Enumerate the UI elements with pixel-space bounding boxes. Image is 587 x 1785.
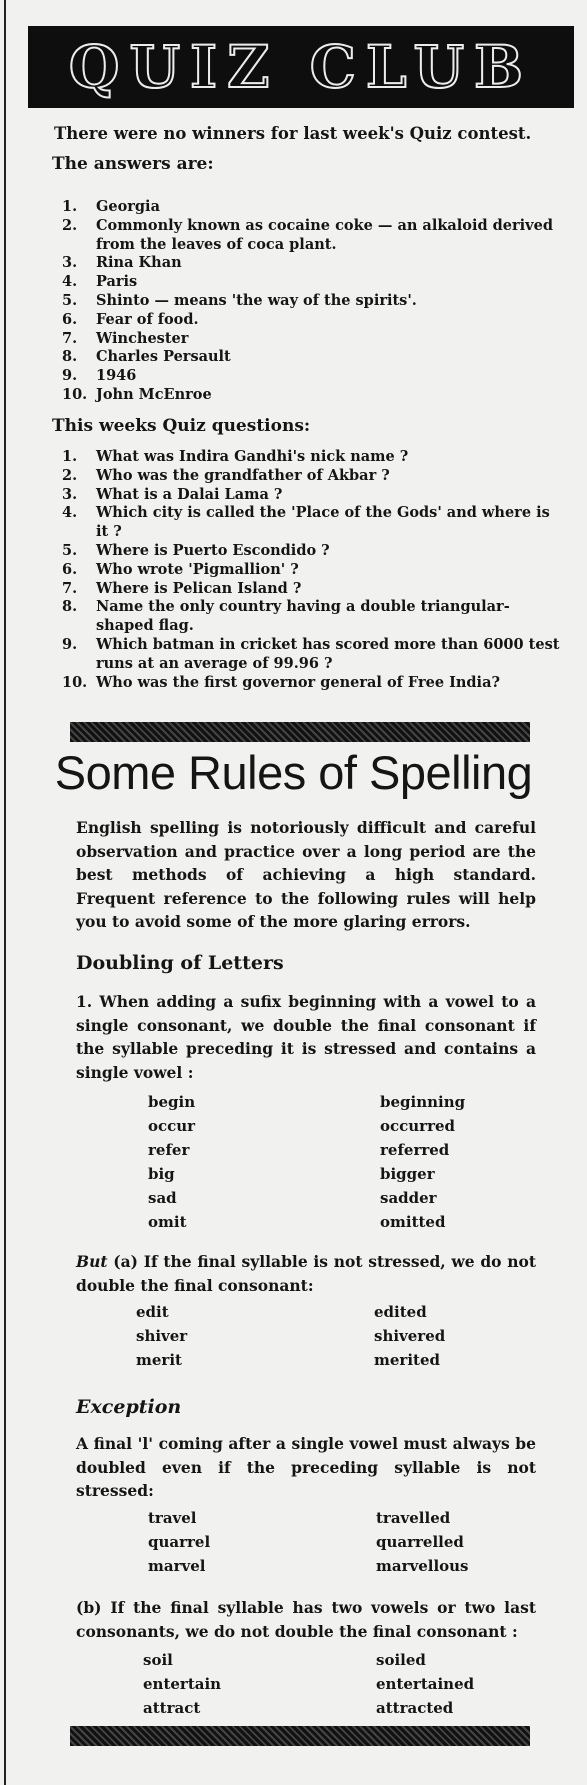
question-item xyxy=(50,636,560,674)
rule-1-text: 1. When adding a sufix beginning with a vowel to a single consonant, we double the final consonant if the syllable preceding it is stressed and contains a single vowel : xyxy=(76,992,536,1082)
base-word: occur xyxy=(148,1117,196,1135)
word-pairs-3 xyxy=(148,1506,587,1578)
question-text: What is a Dalai Lama ? xyxy=(96,485,283,503)
exception-heading: Exception xyxy=(76,1396,182,1418)
answer-text: Rina Khan xyxy=(96,254,182,272)
word-pair-row xyxy=(143,1648,583,1672)
answer-text: Charles Persault xyxy=(96,348,231,366)
question-text: Where is Puerto Escondido ? xyxy=(96,541,330,559)
word-pairs-4 xyxy=(143,1648,583,1720)
answer-text: Commonly known as cocaine coke — an alkaloid derived from the leaves of coca plant. xyxy=(96,216,553,253)
base-word: omit xyxy=(148,1213,187,1231)
answers-heading: The answers are: xyxy=(52,154,214,174)
rule-b-text: (b) If the final syllable has two vowels or two last consonants, we do not double the final consonant : xyxy=(76,1598,536,1641)
answer-number: 8. xyxy=(62,348,78,366)
answer-text: Fear of food. xyxy=(96,310,199,328)
page-title: QUIZ CLUB xyxy=(68,33,534,101)
derived-word: referred xyxy=(380,1141,450,1159)
answer-item xyxy=(50,348,560,367)
answer-item xyxy=(50,292,560,311)
questions-heading: This weeks Quiz questions: xyxy=(52,416,311,436)
question-text: Who was the grandfather of Akbar ? xyxy=(96,466,390,484)
question-text: Where is Pelican Island ? xyxy=(96,579,302,597)
answer-number: 7. xyxy=(62,329,78,347)
base-word: edit xyxy=(136,1303,169,1321)
base-word: refer xyxy=(148,1141,190,1159)
quiz-club-banner xyxy=(28,26,574,108)
question-text: What was Indira Gandhi's nick name ? xyxy=(96,448,409,465)
base-word: marvel xyxy=(148,1557,206,1575)
word-pair-row xyxy=(148,1186,587,1210)
base-word: begin xyxy=(148,1093,196,1111)
word-pair-row xyxy=(148,1506,587,1530)
but-rule xyxy=(76,1250,536,1297)
base-word: soil xyxy=(143,1651,173,1669)
question-item xyxy=(50,674,560,693)
word-pair-row xyxy=(148,1090,587,1114)
word-pair-row xyxy=(148,1162,587,1186)
question-item xyxy=(50,598,560,636)
word-pair-row xyxy=(148,1210,587,1234)
question-number: 1. xyxy=(62,448,78,465)
answer-item xyxy=(50,330,560,349)
base-word: big xyxy=(148,1165,175,1183)
word-pair-row xyxy=(148,1138,587,1162)
answer-text: Paris xyxy=(96,273,138,291)
questions-list xyxy=(50,448,560,692)
derived-word: travelled xyxy=(376,1509,451,1527)
answer-number: 9. xyxy=(62,367,78,385)
word-pair-row xyxy=(148,1530,587,1554)
word-pair-row xyxy=(136,1300,576,1324)
section-divider-top xyxy=(70,722,530,742)
answer-text: 1946 xyxy=(96,367,137,385)
question-number: 2. xyxy=(62,466,78,484)
section-divider-bottom xyxy=(70,1726,530,1746)
word-pair-row xyxy=(136,1324,576,1348)
word-pair-row xyxy=(148,1114,587,1138)
derived-word: soiled xyxy=(376,1651,426,1669)
question-item xyxy=(50,467,560,486)
question-item xyxy=(50,504,560,542)
word-pairs-1 xyxy=(148,1090,587,1234)
base-word: merit xyxy=(136,1351,182,1369)
derived-word: edited xyxy=(374,1303,427,1321)
word-pair-row xyxy=(148,1554,587,1578)
derived-word: occurred xyxy=(380,1117,456,1135)
answer-number: 1. xyxy=(62,198,78,215)
question-number: 3. xyxy=(62,485,78,503)
base-word: sad xyxy=(148,1189,177,1207)
answer-number: 4. xyxy=(62,273,78,291)
derived-word: omitted xyxy=(380,1213,446,1231)
question-number: 7. xyxy=(62,579,78,597)
question-number: 10. xyxy=(62,673,88,691)
answers-list xyxy=(50,198,560,405)
question-item xyxy=(50,561,560,580)
answer-item xyxy=(50,217,560,255)
question-item xyxy=(50,448,560,467)
spelling-title: Some Rules of Spelling xyxy=(54,746,533,799)
answer-number: 5. xyxy=(62,291,78,309)
question-number: 8. xyxy=(62,598,78,616)
question-number: 9. xyxy=(62,635,78,653)
answer-item xyxy=(50,254,560,273)
derived-word: attracted xyxy=(376,1699,454,1717)
base-word: shiver xyxy=(136,1327,188,1345)
spelling-intro: English spelling is notoriously difficult and careful observation and practice over a long period are the best methods of achieving a high standard. Frequent reference to the following rules will help you to avoid some of the more glaring errors. xyxy=(76,818,536,931)
derived-word: shivered xyxy=(374,1327,446,1345)
but-rule-text: (a) If the final syllable is not stressed, we do not double the final consonant: xyxy=(76,1252,537,1295)
question-text: Which city is called the 'Place of the Gods' and where is it ? xyxy=(96,504,550,541)
answer-number: 3. xyxy=(62,254,78,272)
word-pair-row xyxy=(136,1348,576,1372)
derived-word: merited xyxy=(374,1351,440,1369)
base-word: attract xyxy=(143,1699,201,1717)
derived-word: quarrelled xyxy=(376,1533,464,1551)
answer-text: John McEnroe xyxy=(96,385,212,403)
derived-word: beginning xyxy=(380,1093,466,1111)
exception-rule: A final 'l' coming after a single vowel must always be doubled even if the preceding syllable is not stressed: xyxy=(76,1434,536,1500)
question-number: 5. xyxy=(62,541,78,559)
base-word: quarrel xyxy=(148,1533,211,1551)
word-pair-row xyxy=(143,1696,583,1720)
no-winners-notice: There were no winners for last week's Quiz contest. xyxy=(54,124,532,143)
base-word: travel xyxy=(148,1509,197,1527)
word-pairs-2 xyxy=(136,1300,576,1372)
question-number: 6. xyxy=(62,560,78,578)
answer-text: Shinto — means 'the way of the spirits'. xyxy=(96,291,417,309)
answer-item xyxy=(50,386,560,405)
derived-word: marvellous xyxy=(376,1557,469,1575)
derived-word: bigger xyxy=(380,1165,435,1183)
question-number: 4. xyxy=(62,504,78,522)
question-text: Name the only country having a double triangular-shaped flag. xyxy=(96,598,510,635)
answer-number: 10. xyxy=(62,385,88,403)
question-item xyxy=(50,580,560,599)
answer-number: 6. xyxy=(62,310,78,328)
answer-item xyxy=(50,311,560,330)
answer-item xyxy=(50,273,560,292)
answer-text: Georgia xyxy=(96,198,160,215)
word-pair-row xyxy=(143,1672,583,1696)
question-text: Who was the first governor general of Free India? xyxy=(96,673,500,691)
answer-number: 2. xyxy=(62,216,78,234)
doubling-heading: Doubling of Letters xyxy=(76,952,284,974)
question-item xyxy=(50,542,560,561)
question-text: Which batman in cricket has scored more than 6000 test runs at an average of 99.96 ? xyxy=(96,635,560,672)
derived-word: sadder xyxy=(380,1189,437,1207)
derived-word: entertained xyxy=(376,1675,475,1693)
question-item xyxy=(50,486,560,505)
answer-item xyxy=(50,198,560,217)
answer-text: Winchester xyxy=(96,329,189,347)
base-word: entertain xyxy=(143,1675,222,1693)
answer-item xyxy=(50,367,560,386)
but-label: But xyxy=(76,1252,108,1271)
question-text: Who wrote 'Pigmallion' ? xyxy=(96,560,299,578)
